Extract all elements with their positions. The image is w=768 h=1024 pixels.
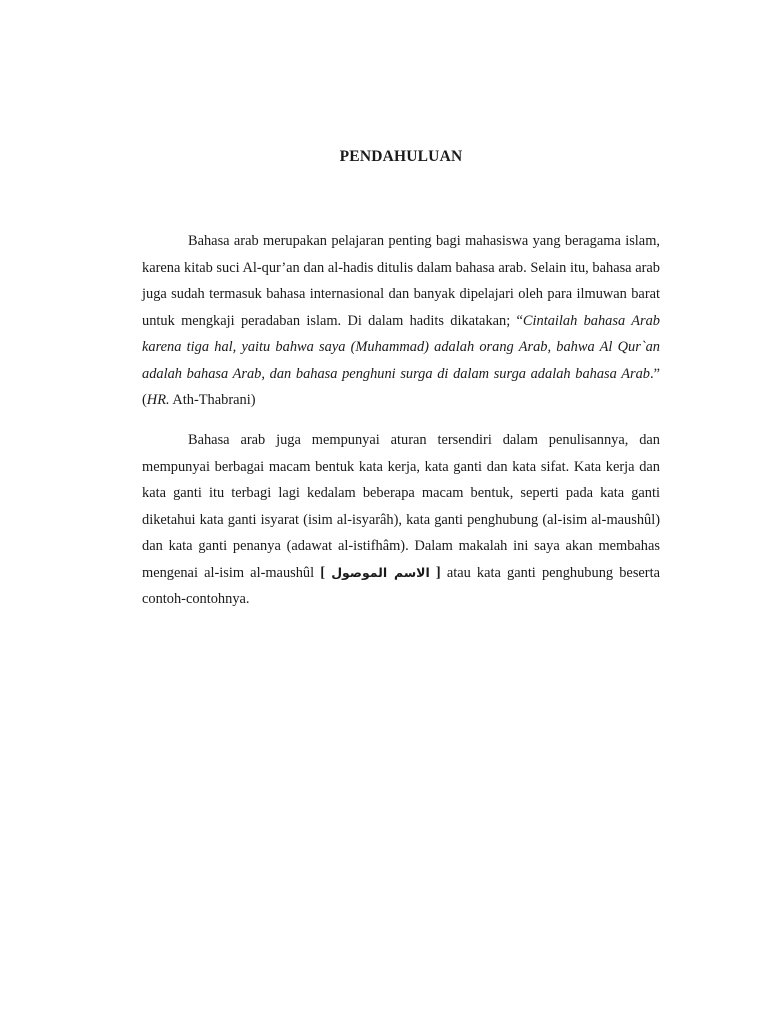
paragraph-2-main: Bahasa arab juga mempunyai aturan tersendiri dalam penulisannya, dan mempunyai berbagai macam bentuk kata kerja, kata ganti dan kata sifat. Kata kerja dan kata ganti itu terbagi lagi kedalam beberapa macam bentuk, seperti pada kata ganti diketahui kata ganti isyarat (isim al-isyarâh), kata ganti penghubung (al-isim al-maushûl) dan kata ganti penanya (adawat al-istifhâm). Dalam makalah ini saya akan membahas mengenai al-isim al-maushûl — [142, 432, 660, 581]
paragraph-1-text — [142, 228, 660, 414]
paragraph-1-intro: Bahasa arab merupakan pelajaran penting bagi mahasiswa yang beragama islam, karena kitab suci Al-qur’an dan al-hadis ditulis dalam bahasa arab. Selain itu, bahasa arab juga sudah termasuk bahasa internasional dan banyak dipelajari oleh para ilmuwan barat untuk mengkaji peradaban islam. Di dalam hadits dikatakan; “ — [142, 233, 660, 329]
page-title: PENDAHULUAN — [339, 148, 463, 165]
paragraph-2 — [142, 427, 660, 613]
source-abbreviation: HR. — [146, 392, 170, 408]
bracket-close: ] — [435, 564, 441, 581]
source-name: Ath-Thabrani) — [169, 392, 256, 408]
hadith-quote: Cintailah bahasa Arab karena tiga hal, yaitu bahwa saya (Muhammad) adalah orang Arab, bahwa Al Qur`an adalah bahasa Arab, dan bahasa penghuni surga di dalam surga adalah bahasa Arab — [142, 312, 661, 382]
bracket-open: [ — [320, 564, 326, 581]
arabic-term: الاسم الموصول — [331, 564, 430, 580]
paragraph-1 — [142, 228, 660, 414]
quote-close: .” ( — [142, 365, 660, 408]
paragraph-2-end: atau kata ganti penghubung beserta contoh-contohnya. — [142, 564, 660, 607]
paragraph-2-text — [142, 427, 660, 613]
